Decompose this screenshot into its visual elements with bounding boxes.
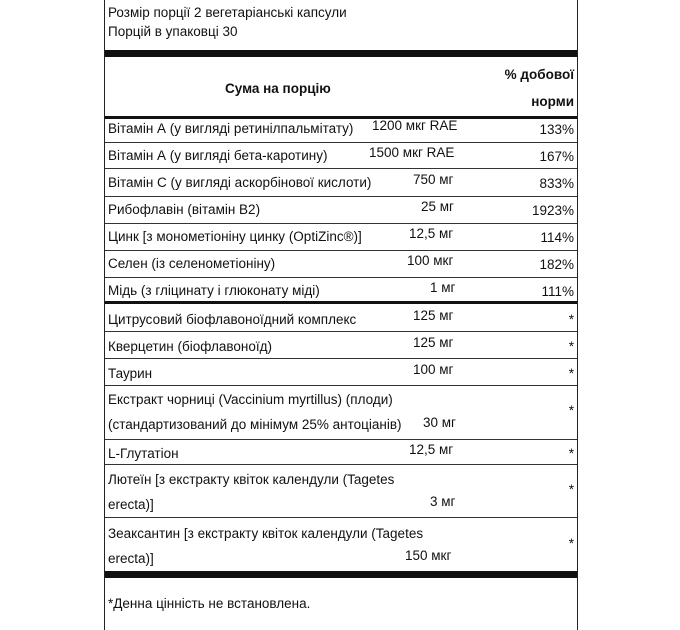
ingredient-amount: 150 мкг — [405, 548, 452, 563]
ingredient-dv: * — [568, 366, 574, 381]
nutrient-name: Рибофлавін (вітамін B2) — [108, 202, 261, 217]
servings-per-container: Порцій в упаковці 30 — [108, 24, 238, 39]
ingredient-name-line2: (стандартизований до мінімум 25% антоціанів) — [108, 417, 402, 432]
nutrient-amount: 750 мг — [413, 172, 454, 187]
row-divider — [105, 464, 577, 465]
supplement-facts-panel — [104, 0, 578, 630]
nutrient-dv: 133% — [539, 122, 574, 137]
ingredient-name: Таурин — [108, 366, 153, 381]
row-divider — [105, 517, 577, 518]
nutrient-name: Селен (із селенометіоніну) — [108, 256, 276, 271]
divider-thick — [105, 571, 577, 578]
ingredient-amount: 125 мг — [413, 308, 454, 323]
ingredient-amount: 100 мг — [413, 362, 454, 377]
ingredient-dv: * — [568, 446, 574, 461]
ingredient-dv: * — [568, 482, 574, 497]
nutrient-name: Вітамін А (у вигляді ретинілпальмітату) — [108, 121, 354, 136]
row-divider — [105, 196, 577, 197]
nutrient-amount: 1 мг — [430, 280, 456, 295]
nutrient-dv: 114% — [540, 230, 574, 245]
ingredient-name-line2: erecta)] — [108, 497, 154, 512]
divider-thick — [105, 50, 577, 57]
row-divider — [105, 250, 577, 251]
ingredient-amount: 12,5 мг — [409, 442, 454, 457]
nutrient-dv: 111% — [541, 284, 574, 299]
nutrient-amount: 25 мг — [421, 199, 454, 214]
ingredient-dv: * — [568, 536, 574, 551]
row-divider — [105, 439, 577, 440]
nutrient-dv: 167% — [539, 149, 574, 164]
footnote: *Денна цінність не встановлена. — [108, 596, 311, 611]
ingredient-dv: * — [568, 339, 574, 354]
ingredient-name: Цитрусовий біофлавоноїдний комплекс — [108, 312, 357, 327]
ingredient-amount: 125 мг — [413, 335, 454, 350]
row-divider — [105, 277, 577, 278]
row-divider — [105, 142, 577, 143]
serving-size: Розмір порції 2 вегетаріанські капсули — [108, 5, 347, 20]
ingredient-name: Екстракт чорниці (Vaccinium myrtillus) (плоди) — [108, 392, 393, 407]
divider-mid — [105, 116, 577, 119]
ingredient-name: Кверцетин (біофлавоноїд) — [108, 339, 273, 354]
row-divider — [105, 331, 577, 332]
ingredient-name: Лютеїн [з екстракту квіток календули (Tagetes — [108, 472, 395, 487]
daily-value-header-2: норми — [531, 94, 574, 109]
amount-per-serving-header: Сума на порцію — [225, 81, 331, 96]
nutrient-amount: 12,5 мг — [409, 226, 454, 241]
ingredient-dv: * — [568, 312, 574, 327]
nutrient-amount: 1200 мкг RAE — [372, 118, 458, 133]
nutrient-dv: 833% — [539, 176, 574, 191]
ingredient-amount: 30 мг — [423, 415, 456, 430]
ingredient-name-line2: erecta)] — [108, 551, 154, 566]
row-divider — [105, 358, 577, 359]
row-divider — [105, 385, 577, 386]
daily-value-header: % добової — [504, 67, 574, 82]
nutrient-amount: 100 мкг — [407, 253, 454, 268]
row-divider — [105, 168, 577, 169]
divider-mid — [105, 301, 577, 304]
ingredient-amount: 3 мг — [430, 494, 456, 509]
nutrient-name: Мідь (з гліцинату і глюконату міді) — [108, 283, 320, 298]
nutrient-name: Вітамін С (у вигляді аскорбінової кислоти) — [108, 175, 372, 190]
ingredient-name: Зеаксантин [з екстракту квіток календули (Tagetes — [108, 526, 424, 541]
ingredient-dv: * — [568, 403, 574, 418]
nutrient-name: Вітамін А (у вигляді бета-каротину) — [108, 148, 328, 163]
nutrient-dv: 182% — [539, 257, 574, 272]
nutrient-name: Цинк [з монометіоніну цинку (OptiZinc®)] — [108, 229, 362, 244]
nutrient-dv: 1923% — [531, 203, 574, 218]
row-divider — [105, 223, 577, 224]
nutrient-amount: 1500 мкг RAE — [369, 145, 455, 160]
ingredient-name: L-Глутатіон — [108, 446, 179, 461]
